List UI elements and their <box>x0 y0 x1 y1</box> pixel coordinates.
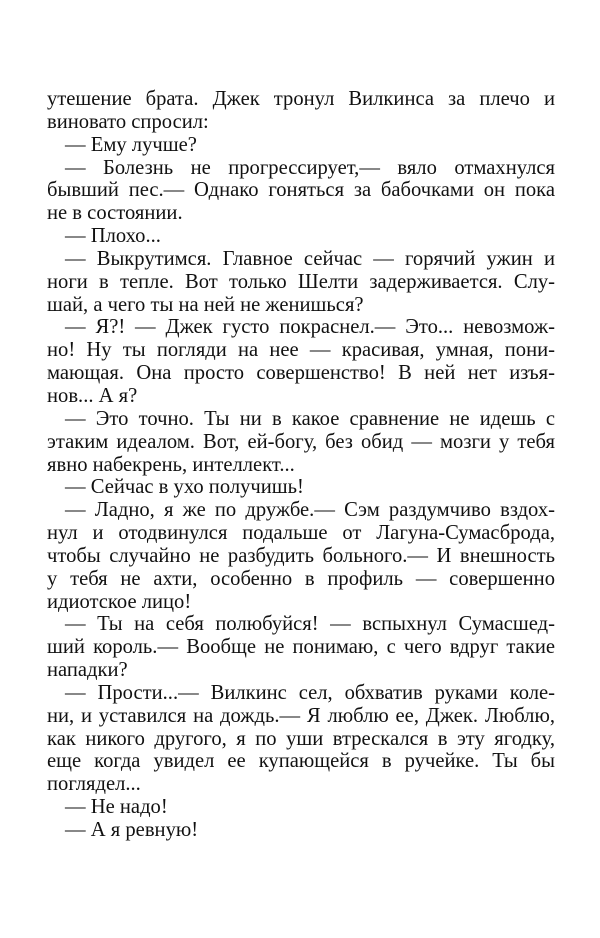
text-line: виновато спросил: <box>47 110 209 133</box>
text-line: нул и отодвинулся подальше от Лагуна-Сумасброда, <box>47 522 555 545</box>
text-line: чтобы случайно не разбудить больного.— И внешность <box>47 544 555 567</box>
text-line: нов... А я? <box>47 384 138 407</box>
text-line: мающая. Она просто совершенство! В ней нет изъя- <box>47 362 555 385</box>
text-line: — Ему лучше? <box>65 133 197 156</box>
text-line: шай, а чего ты на ней не женишься? <box>47 293 364 316</box>
text-line: — Сейчас в ухо получишь! <box>65 476 304 499</box>
text-line: поглядел... <box>47 773 141 796</box>
text-line: нападки? <box>47 659 128 682</box>
text-line: — Не надо! <box>65 796 168 819</box>
text-line: идиотское лицо! <box>47 590 192 613</box>
text-line: не в состоянии. <box>47 202 183 225</box>
text-line: бывший пес.— Однако гоняться за бабочками он пока <box>47 179 555 202</box>
text-line: как никого другого, я по уши втрескался в эту ягодку, <box>47 727 555 750</box>
text-line: еще когда увидел ее купающейся в ручейке. Ты бы <box>47 750 555 773</box>
text-line: ни, и уставился на дождь.— Я люблю ее, Джек. Люблю, <box>47 704 555 727</box>
text-line: утешение брата. Джек тронул Вилкинса за плечо и <box>47 88 555 110</box>
text-line: у тебя не ахти, особенно в профиль — совершенно <box>47 567 555 590</box>
text-line: — Я?! — Джек густо покраснел.— Это... невозмож- <box>65 316 555 339</box>
text-line: — Ладно, я же по дружбе.— Сэм раздумчиво вздох- <box>65 499 555 522</box>
text-line: — Плохо... <box>65 225 161 248</box>
text-line: ноги в тепле. Вот только Шелти задерживается. Слу- <box>47 270 555 293</box>
text-line: — Выкрутимся. Главное сейчас — горячий ужин и <box>65 247 555 270</box>
text-line: — Это точно. Ты ни в какое сравнение не идешь с <box>65 407 555 430</box>
text-line: явно набекрень, интеллект... <box>47 453 295 476</box>
text-line: — Болезнь не прогрессирует,— вяло отмахнулся <box>65 156 555 179</box>
text-line: но! Ну ты погляди на нее — красивая, умная, пони- <box>47 339 555 362</box>
page-text <box>47 88 555 842</box>
text-line: ший король.— Вообще не понимаю, с чего вдруг такие <box>47 636 555 659</box>
text-line: — Прости...— Вилкинс сел, обхватив руками коле- <box>65 681 555 704</box>
text-line: этаким идеалом. Вот, ей-богу, без обид — мозги у тебя <box>47 430 555 453</box>
text-line: — А я ревную! <box>65 819 199 841</box>
text-line: — Ты на себя полюбуйся! — вспыхнул Сумасшед- <box>65 613 555 636</box>
